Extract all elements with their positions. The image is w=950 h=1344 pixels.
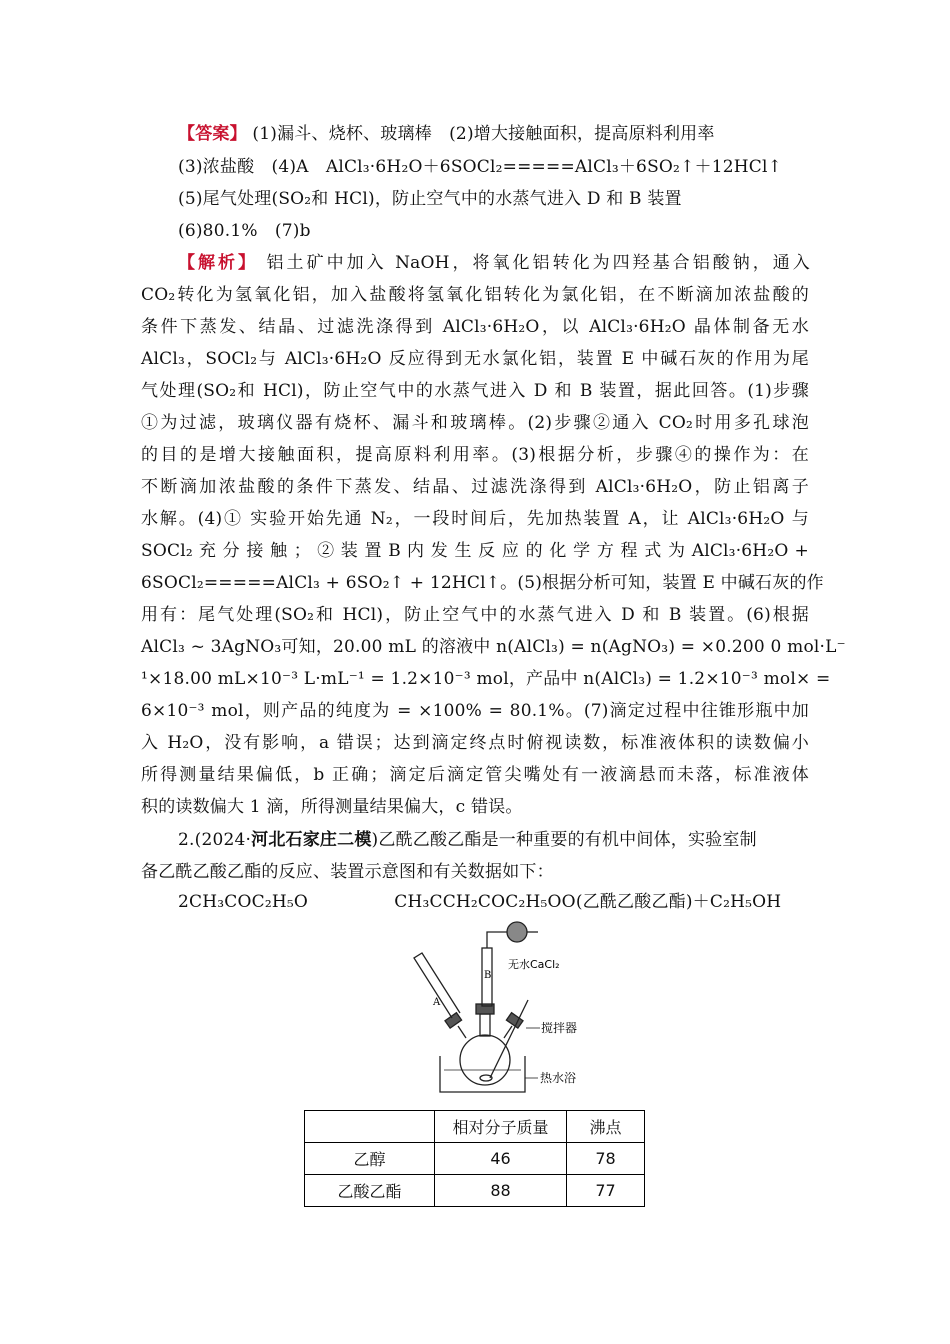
analysis-line-6: 的目的是增大接触面积，提高原料利用率。(3)根据分析，步骤④的操作为：在 [141,445,809,465]
analysis-line-2: 条件下蒸发、结晶、过滤洗涤得到 AlCl₃·6H₂O，以 AlCl₃·6H₂O 晶体制备无水 [141,317,809,337]
analysis-line-14: 6×10⁻³ mol，则产品的纯度为 = ×100% = 80.1%。(7)滴定过程中往锥形瓶中加 [141,701,809,721]
table-header-cell: 相对分子质量 [435,1111,567,1143]
table-cell: 46 [435,1143,567,1175]
center-neck [480,1014,490,1036]
analysis-line-7: 不断滴加浓盐酸的条件下蒸发、结晶、过滤洗涤得到 AlCl₃·6H₂O，防止铝离子 [141,477,809,497]
table-row [305,1143,645,1175]
analysis-line-12: AlCl₃ ~ 3AgNO₃可知，20.00 mL 的溶液中 n(AlCl₃) = n(AgNO₃) = ×0.200 0 mol·L⁻ [141,637,846,657]
answer-line-2: (3)浓盐酸 (4)A AlCl₃·6H₂O＋6SOCl₂=====AlCl₃＋6SO₂↑＋12HCl↑ [178,157,783,177]
connection-tube [487,932,510,948]
answer-line-3: (5)尾气处理(SO₂和 HCl)，防止空气中的水蒸气进入 D 和 B 装置 [178,189,682,209]
table-row [305,1175,645,1207]
table-cell: 78 [567,1143,645,1175]
label-a: A [433,997,441,1008]
analysis-text-0: 铝土矿中加入 NaOH，将氧化铝转化为四羟基合铝酸钠，通入 [266,253,811,273]
question2-line-1 [178,828,810,852]
table-cell: 77 [567,1175,645,1207]
answer-text-1: (1)漏斗、烧杯、玻璃棒 (2)增大接触面积，提高原料利用率 [252,124,715,144]
table-cell: 乙酸乙酯 [305,1175,435,1207]
equation-left: 2CH₃COC₂H₅O [178,892,309,912]
analysis-line-3: AlCl₃，SOCl₂与 AlCl₃·6H₂O 反应得到无水氯化铝，装置 E 中碱石灰的作用为尾 [141,349,809,369]
table-header-row [305,1111,645,1143]
table-header-cell [305,1111,435,1143]
dropping-funnel-a [414,953,460,1018]
analysis-line-0 [178,251,810,275]
question-source-year: 2024· [201,830,252,850]
table-header-cell: 沸点 [567,1111,645,1143]
analysis-line-13: ¹×18.00 mL×10⁻³ L·mL⁻¹ = 1.2×10⁻³ mol，产品中 n(AlCl₃) = 1.2×10⁻³ mol× = [141,669,831,689]
analysis-line-10: 6SOCl₂=====AlCl₃ + 6SO₂↑ + 12HCl↑。(5)根据分析可知，装置 E 中碱石灰的作 [141,573,824,593]
analysis-line-9: SOCl₂ 充 分 接 触 ； ② 装 置 B 内 发 生 反 应 的 化 学 方 程 式 为 AlCl₃·6H₂O + [141,541,809,561]
analysis-tag: 【解析】 [178,253,259,273]
three-neck-flask [460,1035,510,1085]
label-cacl2: 无水CaCl₂ [508,958,560,971]
table-cell: 乙醇 [305,1143,435,1175]
reaction-equation [178,890,810,914]
answer-line-4: (6)80.1% (7)b [178,221,311,241]
analysis-line-1: CO₂转化为氢氧化铝，加入盐酸将氢氧化铝转化为氯化铝，在不断滴加浓盐酸的 [141,285,809,305]
analysis-line-11: 用有：尾气处理(SO₂和 HCl)，防止空气中的水蒸气进入 D 和 B 装置。(6)根据 [141,605,809,625]
water-bath [440,1056,525,1092]
cacl2-bulb [507,922,527,942]
label-stirrer: 搅拌器 [541,1021,578,1035]
analysis-line-17: 积的读数偏大 1 滴，所得测量结果偏大，c 错误。 [141,797,523,817]
apparatus-diagram [400,920,600,1100]
analysis-line-16: 所得测量结果偏低，b 正确；滴定后滴定管尖嘴处有一液滴悬而未落，标准液体 [141,765,809,785]
label-b: B [484,970,492,981]
analysis-line-4: 气处理(SO₂和 HCl)，防止空气中的水蒸气进入 D 和 B 装置，据此回答。(1)步骤 [141,381,809,401]
equation-right: CH₃CCH₂COC₂H₅OO(乙酰乙酸乙酯)＋C₂H₅OH [394,892,782,912]
question-text-1: 乙酰乙酸乙酯是一种重要的有机中间体，实验室制 [378,830,757,850]
table-cell: 88 [435,1175,567,1207]
label-water-bath: 热水浴 [540,1071,577,1085]
data-table [304,1110,645,1207]
left-stopper [445,1013,462,1028]
answer-line-1 [178,122,810,146]
answer-tag: 【答案】 [178,124,247,144]
analysis-line-5: ①为过滤，玻璃仪器有烧杯、漏斗和玻璃棒。(2)步骤②通入 CO₂时用多孔球泡 [141,413,809,433]
question2-line-2: 备乙酰乙酸乙酯的反应、装置示意图和有关数据如下： [141,862,554,882]
analysis-line-8: 水解。(4)① 实验开始先通 N₂，一段时间后，先加热装置 A，让 AlCl₃·6H₂O 与 [141,509,809,529]
analysis-line-15: 入 H₂O，没有影响，a 错误；达到滴定终点时俯视读数，标准液体积的读数偏小 [141,733,809,753]
question-source: 河北石家庄二模 [251,830,372,850]
question-number: 2.( [178,830,202,850]
question-source-close: ) [371,830,379,850]
